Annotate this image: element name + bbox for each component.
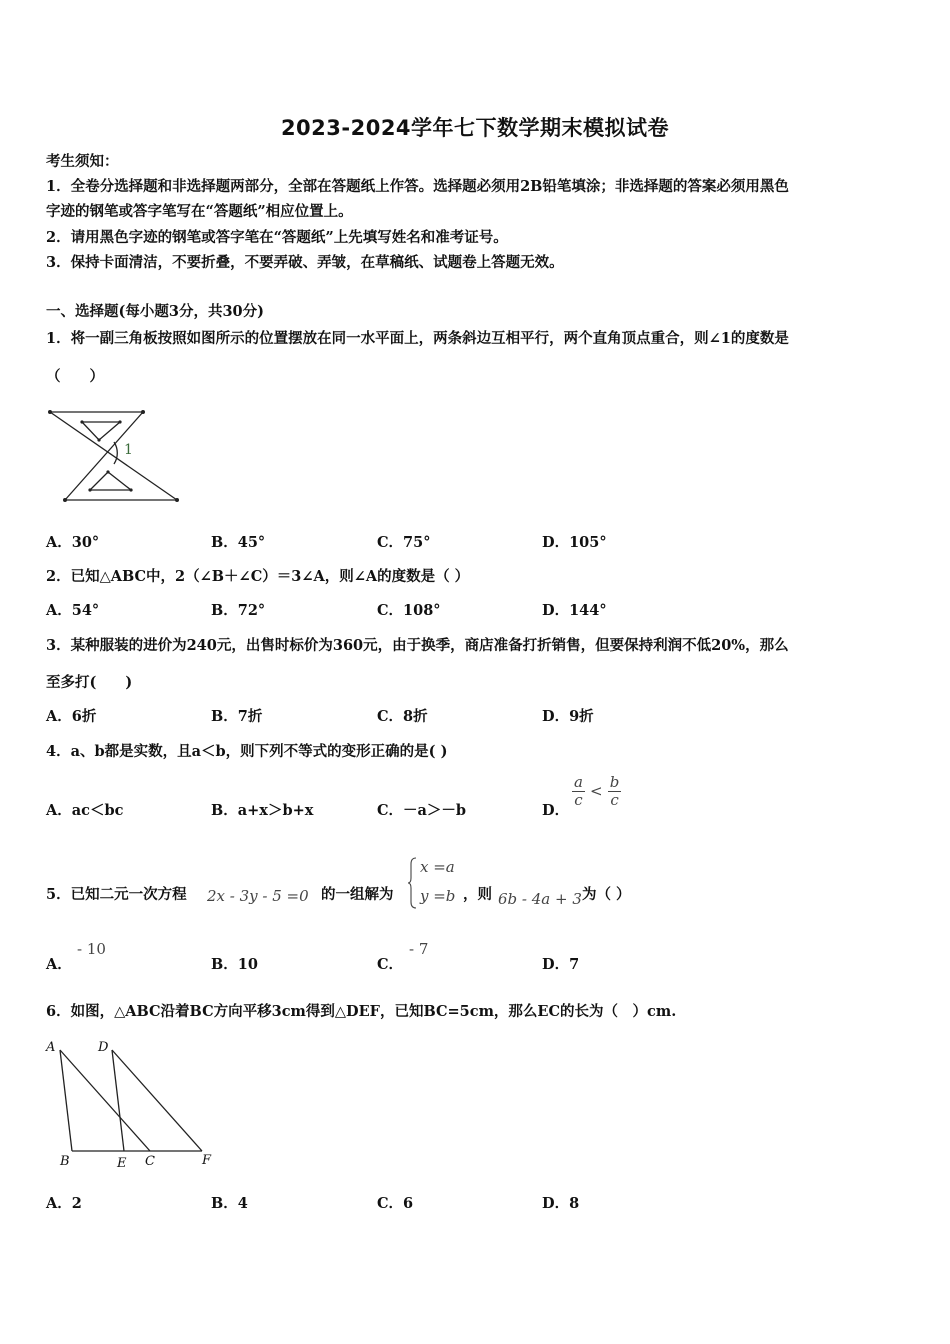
frac-2-denominator: c	[610, 791, 619, 809]
q5-option-c-value: - 7	[409, 940, 429, 958]
q5-option-a: A．	[46, 956, 72, 973]
q5-option-a-value: - 10	[77, 940, 106, 958]
q5-option-c: C．	[377, 956, 404, 973]
question-2-text: 2．已知△ABC中，2（∠B＋∠C）＝3∠A，则∠A的度数是（ ）	[46, 568, 470, 585]
question-5-expression: 6b - 4a + 3	[498, 890, 582, 908]
question-5-middle: 的一组解为	[321, 886, 394, 903]
question-6-figure	[40, 1035, 220, 1175]
question-5-suffix: 为（ ）	[582, 886, 631, 903]
question-1-line-1: 1．将一副三角板按照如图所示的位置摆放在同一水平面上，两条斜边互相平行，两个直角顶点重合，则∠1的度数是	[46, 330, 789, 347]
question-4-text: 4．a、b都是实数，且a＜b，则下列不等式的变形正确的是( )	[46, 743, 448, 760]
notice-heading: 考生须知：	[46, 153, 119, 170]
inequality-sign: <	[590, 782, 603, 800]
frac-1-numerator: a	[574, 773, 583, 791]
point-e-label: E	[117, 1156, 127, 1171]
q5-option-d: D．7	[542, 956, 580, 973]
system-line-1: x =a	[420, 858, 455, 876]
notice-line-1a: 1．全卷分选择题和非选择题两部分，全部在答题纸上作答。选择题必须用2B铅笔填涂；非选择题的答案必须用黑色	[46, 178, 789, 195]
q1-option-a: A．30°	[46, 534, 100, 551]
q6-option-c: C．6	[377, 1195, 414, 1212]
page-title: 2023-2024学年七下数学期末模拟试卷	[280, 116, 670, 140]
q6-option-b: B．4	[211, 1195, 248, 1212]
q3-option-d: D．9折	[542, 708, 594, 725]
q4-option-c: C．－a＞－b	[377, 802, 467, 819]
system-brace	[408, 856, 418, 910]
question-5-equation: 2x - 3y - 5 =0	[207, 887, 309, 905]
point-f-label: F	[202, 1153, 212, 1168]
question-6-text: 6．如图，△ABC沿着BC方向平移3cm得到△DEF，已知BC=5cm，那么EC的长为（ ）cm.	[46, 1003, 677, 1020]
q2-option-b: B．72°	[211, 602, 266, 619]
q4-option-d: D．	[542, 802, 570, 819]
point-b-label: B	[60, 1154, 70, 1169]
system-line-2: y =b	[420, 887, 456, 905]
q1-option-c: C．75°	[377, 534, 431, 551]
question-1-line-2: （ ）	[46, 368, 104, 385]
angle-1-label: 1	[124, 442, 133, 458]
q2-option-c: C．108°	[377, 602, 441, 619]
q6-option-a: A．2	[46, 1195, 82, 1212]
q5-option-b: B．10	[211, 956, 258, 973]
question-5-prefix: 5．已知二元一次方程	[46, 886, 187, 903]
q1-option-b: B．45°	[211, 534, 266, 551]
notice-line-2: 2．请用黑色字迹的钢笔或答字笔在“答题纸”上先填写姓名和准考证号。	[46, 229, 508, 246]
question-1-figure	[40, 400, 190, 510]
frac-1-denominator: c	[574, 791, 583, 809]
q4-option-a: A．ac＜bc	[46, 802, 124, 819]
q3-option-c: C．8折	[377, 708, 428, 725]
q2-option-d: D．144°	[542, 602, 607, 619]
frac-2-numerator: b	[609, 773, 620, 791]
q3-option-a: A．6折	[46, 708, 97, 725]
q3-option-b: B．7折	[211, 708, 263, 725]
question-5-comma: ，则	[463, 886, 492, 903]
section-heading: 一、选择题(每小题3分，共30分)	[46, 303, 264, 320]
q6-option-d: D．8	[542, 1195, 580, 1212]
question-3-line-2: 至多打( )	[46, 674, 133, 691]
point-a-label: A	[46, 1040, 56, 1055]
notice-line-3: 3．保持卡面清洁，不要折叠，不要弄破、弄皱，在草稿纸、试题卷上答题无效。	[46, 254, 564, 271]
q1-option-d: D．105°	[542, 534, 607, 551]
q4-option-d-inequality	[572, 774, 621, 809]
question-3-line-1: 3．某种服装的进价为240元，出售时标价为360元，由于换季，商店准备打折销售，但要保持利润不低20%，那么	[46, 637, 789, 654]
point-d-label: D	[98, 1040, 109, 1055]
q2-option-a: A．54°	[46, 602, 100, 619]
notice-line-1b: 字迹的钢笔或答字笔写在“答题纸”相应位置上。	[46, 203, 353, 220]
point-c-label: C	[145, 1154, 155, 1169]
q4-option-b: B．a+x＞b+x	[211, 802, 314, 819]
